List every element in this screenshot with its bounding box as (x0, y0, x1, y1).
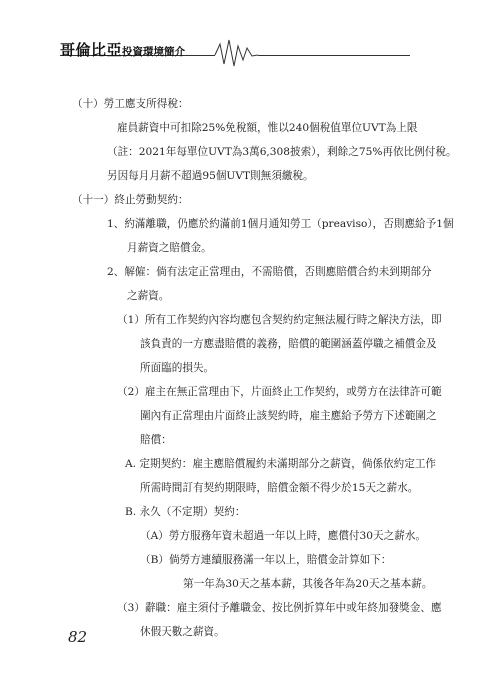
list-item-1: 1、約滿離職，仍應於約滿前1個月通知勞工（preaviso），否則應給予1個 (107, 218, 454, 230)
header-title (60, 39, 185, 60)
page-header (0, 0, 480, 72)
list-item-2: 2、解僱：倘有法定正當理由，不需賠償，否則應賠償合約未到期部分 (107, 266, 432, 278)
item-b-a: （A）勞方服務年資未超過一年以上時，應償付30天之薪水。 (140, 530, 426, 542)
paragraph-line: 雇員薪資中可扣除25%免稅額，惟以240個稅值單位UVT為上限 (117, 122, 418, 134)
item-b-b: （B）倘勞方連續服務滿一年以上，賠償金計算如下： (140, 554, 392, 566)
paragraph-line: 另因每月月薪不超過95個UVT則無須繳稅。 (107, 170, 314, 182)
header-title-sub: 投資環境簡介 (122, 46, 186, 58)
sub-item-1-cont: 所面臨的損失。 (140, 362, 215, 374)
sub-item-2-cont: 賠償： (140, 434, 172, 446)
list-item-1-cont: 月薪資之賠償金。 (127, 242, 212, 254)
sub-item-2-cont: 圍內有正當理由片面終止該契約時，雇主應給予勞方下述範圍之 (140, 410, 437, 422)
page-number: 82 (68, 628, 88, 646)
sub-item-2: （2）雇主在無正當理由下，片面終止工作契約，或勞方在法律許可範 (117, 386, 442, 398)
item-b-b-cont: 第一年為30天之基本薪，其後各年為20天之基本薪。 (183, 578, 433, 590)
sub-item-3-cont: 休假天數之薪資。 (140, 626, 225, 638)
header-title-main: 哥倫比亞 (60, 41, 123, 59)
section-11-heading: （十一）終止勞動契約： (72, 194, 189, 206)
sub-item-3: （3）辭職：雇主須付予離職金、按比例折算年中或年終加發獎金、應 (117, 602, 442, 614)
paragraph-line: （註：2021年每單位UVT為3萬6,308披索），剩餘之75%再依比例付稅。 (107, 146, 457, 158)
item-a-cont: 所需時間訂有契約期限時，賠償金額不得少於15天之薪水。 (140, 482, 419, 494)
item-a: A. 定期契約：雇主應賠償履約未滿期部分之薪資，倘係依約定工作 (125, 458, 437, 470)
list-item-2-cont: 之薪資。 (127, 290, 170, 302)
header-rule-waveform (0, 0, 480, 72)
sub-item-1: （1）所有工作契約內容均應包含契約約定無法履行時之解決方法，即 (117, 314, 442, 326)
item-b: B. 永久（不定期）契約： (125, 506, 246, 518)
section-10-heading: （十）勞工應支所得稅： (72, 98, 189, 110)
sub-item-1-cont: 該負責的一方應盡賠償的義務，賠償的範圍涵蓋停職之補償金及 (140, 338, 437, 350)
